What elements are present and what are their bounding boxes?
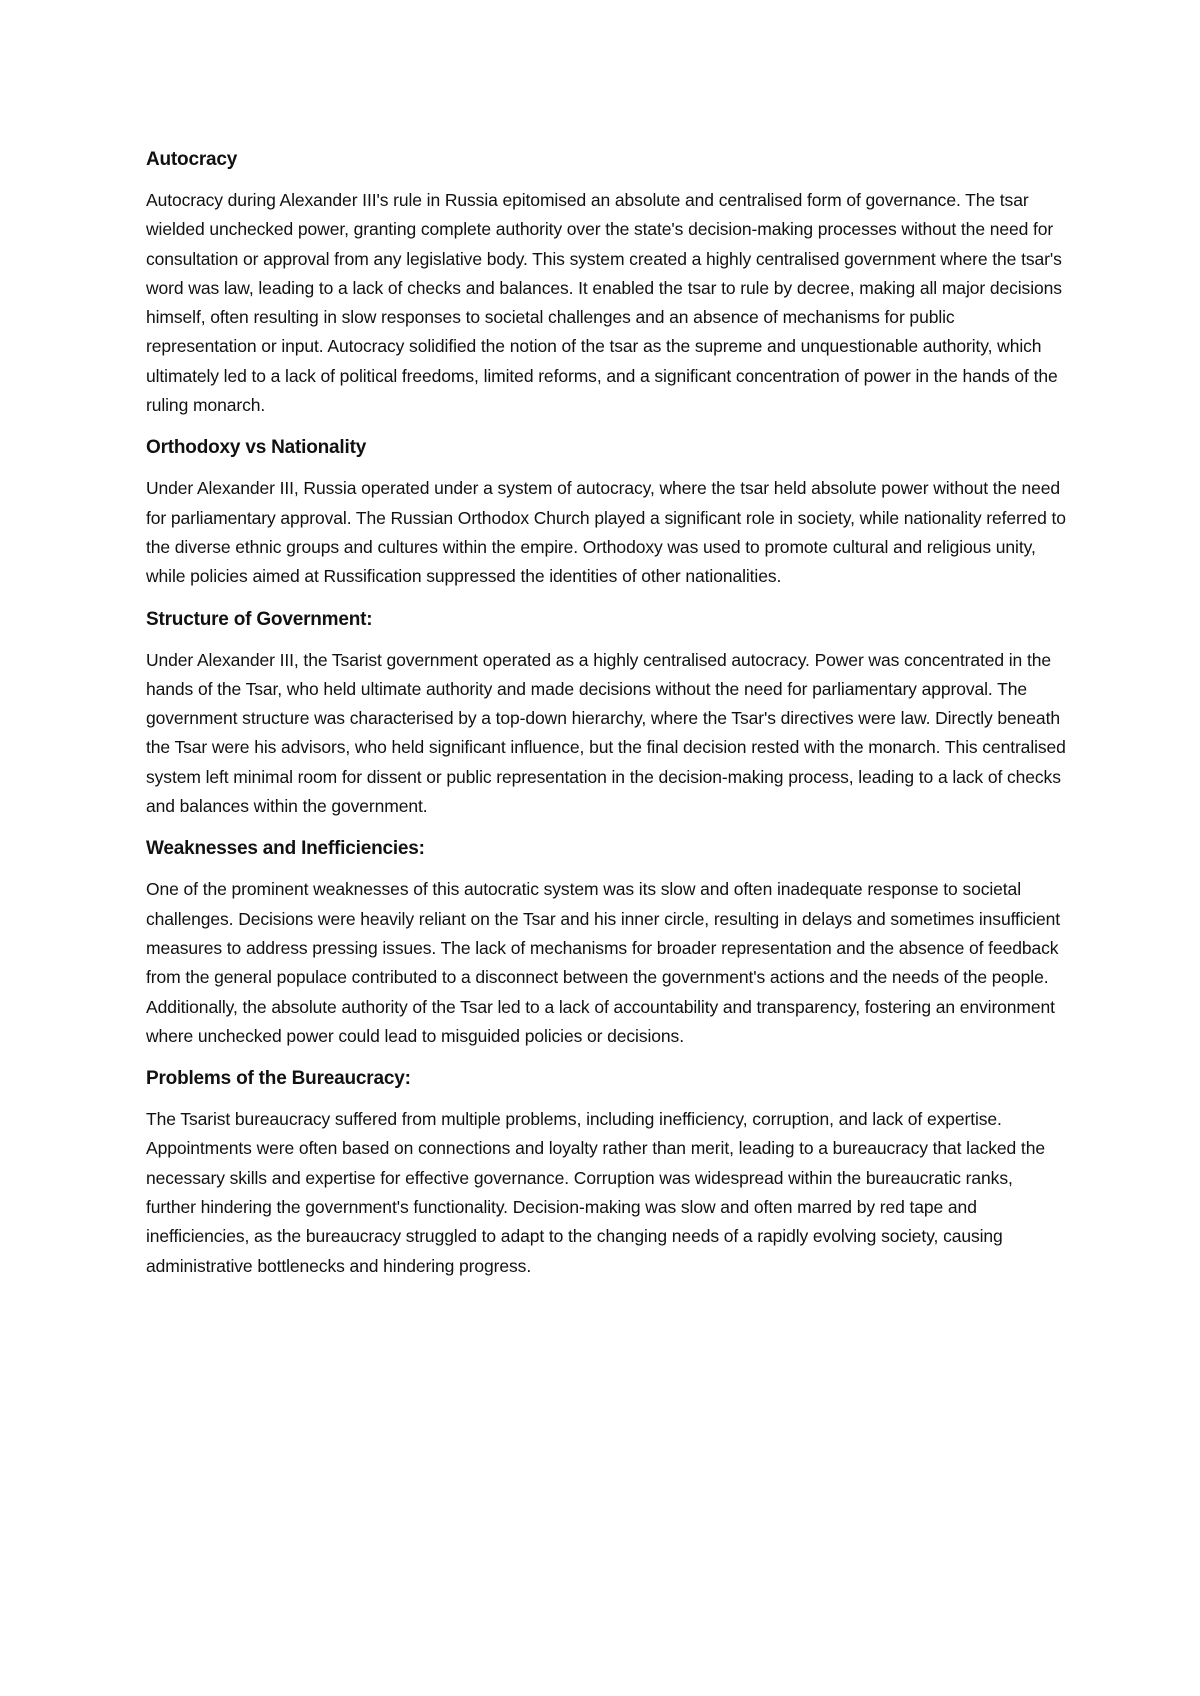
- section-weaknesses-and-inefficiencies: [146, 835, 1066, 1051]
- section-paragraph: Autocracy during Alexander III's rule in Russia epitomised an absolute and centralised form of governance. The tsar wielded unchecked power, granting complete authority over the state's decision-making processes without the need for consultation or approval from any legislative body. This system created a highly centralised government where the tsar's word was law, leading to a lack of checks and balances. It enabled the tsar to rule by decree, making all major decisions himself, often resulting in slow responses to societal challenges and an absence of mechanisms for public representation or input. Autocracy solidified the notion of the tsar as the supreme and unquestionable authority, which ultimately led to a lack of political freedoms, limited reforms, and a significant concentration of power in the hands of the ruling monarch.: [146, 190, 1062, 416]
- section-paragraph: One of the prominent weaknesses of this autocratic system was its slow and often inadequate response to societal challenges. Decisions were heavily reliant on the Tsar and his inner circle, resulting in delays and sometimes insufficient measures to address pressing issues. The lack of mechanisms for broader representation and the absence of feedback from the general populace contributed to a disconnect between the government's actions and the needs of the people. Additionally, the absolute authority of the Tsar led to a lack of accountability and transparency, fostering an environment where unchecked power could lead to misguided policies or decisions.: [146, 879, 1061, 1046]
- section-heading: Structure of Government:: [146, 608, 373, 630]
- section-orthodoxy-vs-nationality: [146, 434, 1066, 591]
- section-paragraph: Under Alexander III, Russia operated under a system of autocracy, where the tsar held absolute power without the need for parliamentary approval. The Russian Orthodox Church played a significant role in society, while nationality referred to the diverse ethnic groups and cultures within the empire. Orthodoxy was used to promote cultural and religious unity, while policies aimed at Russification suppressed the identities of other nationalities.: [146, 478, 1066, 587]
- section-autocracy: [146, 146, 1066, 420]
- section-heading: Orthodoxy vs Nationality: [146, 437, 367, 459]
- document-page: [146, 146, 1066, 1295]
- section-structure-of-government: [146, 606, 1066, 822]
- section-paragraph: The Tsarist bureaucracy suffered from multiple problems, including inefficiency, corruption, and lack of expertise. Appointments were often based on connections and loyalty rather than merit, leading to a bureaucracy that lacked the necessary skills and expertise for effective governance. Corruption was widespread within the bureaucratic ranks, further hindering the government's functionality. Decision-making was slow and often marred by red tape and inefficiencies, as the bureaucracy struggled to adapt to the changing needs of a rapidly evolving society, causing administrative bottlenecks and hindering progress.: [146, 1109, 1045, 1276]
- section-paragraph: Under Alexander III, the Tsarist government operated as a highly centralised autocracy. Power was concentrated in the hands of the Tsar, who held ultimate authority and made decisions without the need for parliamentary approval. The government structure was characterised by a top-down hierarchy, where the Tsar's directives were law. Directly beneath the Tsar were his advisors, who held significant influence, but the final decision rested with the monarch. This centralised system left minimal room for dissent or public representation in the decision-making process, leading to a lack of checks and balances within the government.: [146, 649, 1066, 817]
- section-heading: Autocracy: [146, 149, 238, 170]
- section-heading: Weaknesses and Inefficiencies:: [146, 838, 425, 860]
- section-problems-of-the-bureaucracy: [146, 1065, 1066, 1281]
- section-heading: Problems of the Bureaucracy:: [146, 1068, 411, 1090]
